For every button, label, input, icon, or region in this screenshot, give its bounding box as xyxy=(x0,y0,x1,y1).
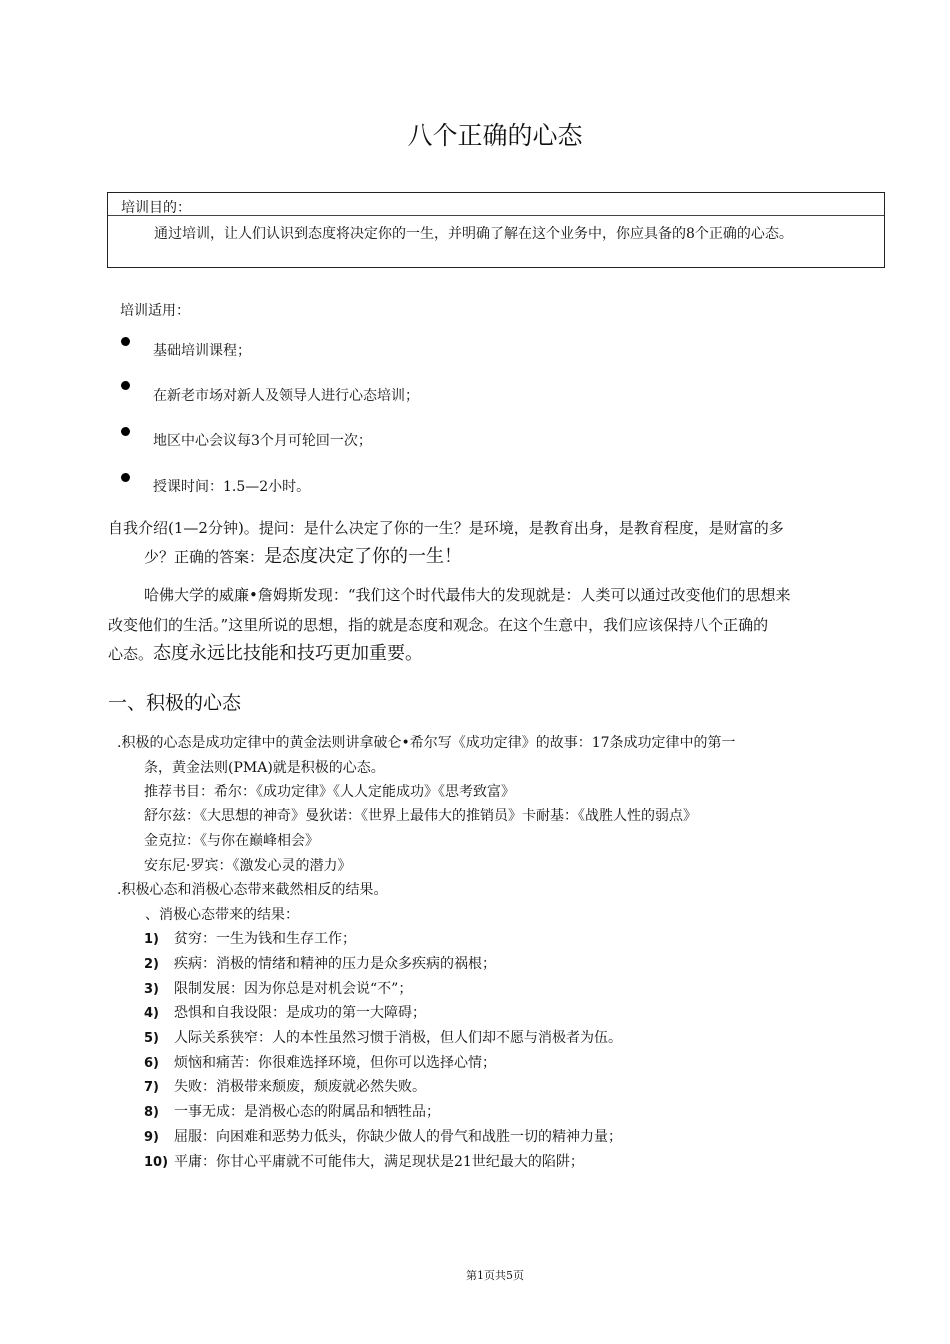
section-heading: 一、积极的心态 xyxy=(108,692,242,714)
purpose-label: 培训目的： xyxy=(121,200,191,216)
intro-answer xyxy=(144,545,462,569)
numbered-list-item: 5) 人际关系狭窄：人的本性虽然习惯于消极，但人们却不愿与消极者为伍。 xyxy=(144,1030,622,1046)
harvard-line: 改变他们的生活。”这里所说的思想，指的就是态度和观念。在这个生意中，我们应该保持八个正确的 xyxy=(108,616,769,634)
book-list-item: 安东尼·罗宾：《激发心灵的潜力》 xyxy=(144,858,352,874)
book-list-item: 推荐书目：希尔：《成功定律》《人人定能成功》《思考致富》 xyxy=(144,784,515,800)
purpose-box-header xyxy=(108,192,884,216)
numbered-list-item: 1) 贫穷：一生为钱和生存工作； xyxy=(144,931,356,947)
negative-results-label: 、消极心态带来的结果： xyxy=(145,907,299,923)
numbered-list-item: 8) 一事无成：是消极心态的附属品和牺牲品； xyxy=(144,1104,440,1120)
applicable-item: 基础培训课程； xyxy=(153,343,251,359)
harvard-line: 哈佛大学的威廉•詹姆斯发现：“我们这个时代最伟大的发现就是：人类可以通过改变他们的思想来 xyxy=(144,586,791,604)
purpose-text: 通过培训，让人们认识到态度将决定你的一生，并明确了解在这个业务中，你应具备的8个正确的心态。 xyxy=(154,226,793,242)
bullet-icon xyxy=(121,337,130,346)
applicable-item: 地区中心会议每3个月可轮回一次； xyxy=(153,433,372,449)
page-footer: 第1页共5页 xyxy=(466,1269,524,1282)
harvard-conclusion xyxy=(108,642,423,666)
intro-answer-lead: 少？正确的答案： xyxy=(144,548,265,566)
harvard-conclusion-lead: 心态。 xyxy=(108,645,154,663)
section-paragraph: .积极的心态是成功定律中的黄金法则讲拿破仑•希尔写《成功定律》的故事：17条成功定律中的第一 xyxy=(117,735,736,751)
numbered-list-item: 3) 限制发展：因为你总是对机会说“不”； xyxy=(144,981,413,997)
book-list-item: 金克拉：《与你在巅峰相会》 xyxy=(144,833,319,849)
harvard-conclusion-emphasis: 态度永远比技能和技巧更加重要。 xyxy=(153,643,424,664)
intro-answer-emphasis: 是态度决定了你的一生！ xyxy=(264,546,463,567)
section-paragraph: 条，黄金法则(PMA)就是积极的心态。 xyxy=(144,760,385,776)
numbered-list-item: 6) 烦恼和痛苦：你很难选择环境，但你可以选择心情； xyxy=(144,1055,496,1071)
bullet-icon xyxy=(121,381,130,390)
applicable-item: 授课时间：1.5—2小时。 xyxy=(153,479,311,495)
bullet-icon xyxy=(121,473,130,482)
numbered-list-item: 10) 平庸：你甘心平庸就不可能伟大，满足现状是21世纪最大的陷阱； xyxy=(144,1154,584,1170)
section-paragraph: .积极心态和消极心态带来截然相反的结果。 xyxy=(117,882,388,898)
numbered-list-item: 2) 疾病：消极的情绪和精神的压力是众多疾病的祸根； xyxy=(144,956,496,972)
numbered-list-item: 9) 屈服：向困难和恶势力低头，你缺少做人的骨气和战胜一切的精神力量； xyxy=(144,1129,622,1145)
bullet-icon xyxy=(121,427,130,436)
book-list-item: 舒尔兹：《大思想的神奇》曼狄诺：《世界上最伟大的推销员》卡耐基：《战胜人性的弱点》 xyxy=(144,808,697,824)
numbered-list-item: 4) 恐惧和自我设限：是成功的第一大障碍； xyxy=(144,1005,426,1021)
numbered-list-item: 7) 失败：消极带来颓废，颓废就必然失败。 xyxy=(144,1079,426,1095)
applicable-label: 培训适用： xyxy=(120,303,190,319)
page-title: 八个正确的心态 xyxy=(407,121,583,150)
applicable-item: 在新老市场对新人及领导人进行心态培训； xyxy=(153,388,419,404)
intro-line: 自我介绍(1—2分钟)。提问：是什么决定了你的一生？是环境，是教育出身，是教育程度，是财富的多 xyxy=(108,519,784,537)
